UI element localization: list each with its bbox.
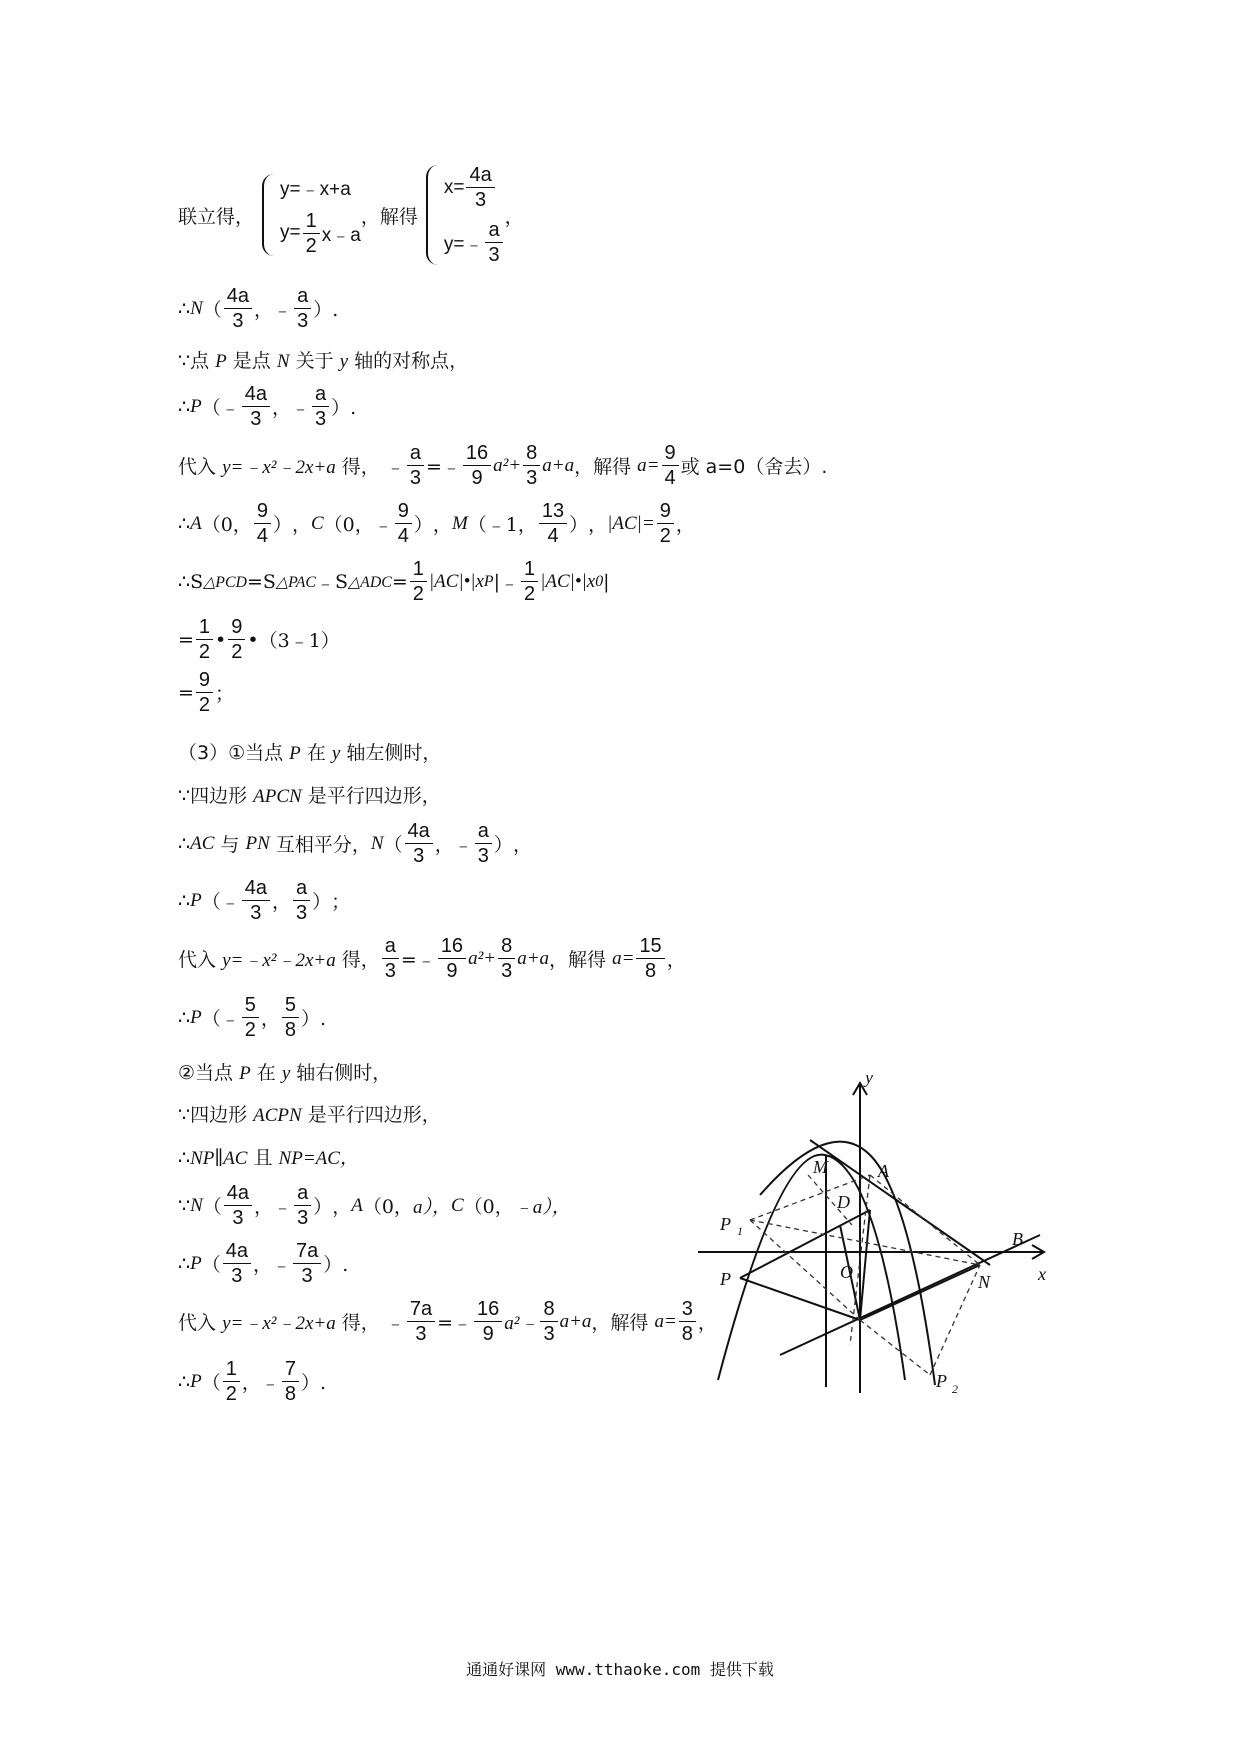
line-case2: ②当点 P 在 y 轴右侧时，	[178, 1062, 392, 1084]
label-P1-sub: 1	[737, 1224, 743, 1238]
label-O: O	[840, 1262, 853, 1282]
line-substitute-1: 代入 y=﹣x²﹣2x+a 得， ﹣ $\frac{a}{3}$ =﹣ $\frac{16}{9}$ a²+ $\frac{8}{3}$ a+a ，解得 a= $\frac{9}{4}$ 或 a=0（舍去）.	[178, 442, 828, 489]
edge-PC	[740, 1278, 860, 1320]
eq-2: y= $\frac{1}{2}$ x﹣a	[280, 209, 361, 257]
line-substitute-2: 代入 y=﹣x²﹣2x+a 得， $\frac{a}{3}$ =﹣ $\frac{16}{9}$ a²+ $\frac{8}{3}$ a+a ，解得 a= $\frac{15}{8}$ ，	[178, 935, 686, 982]
line-area-result: = $\frac{9}{2}$ ；	[178, 669, 235, 716]
line-P-3: ∴ P （ ﹣ $\frac{5}{2}$ ， $\frac{5}{8}$ ）.	[178, 994, 327, 1041]
label-M: M	[813, 1157, 828, 1177]
right-brace	[426, 165, 440, 265]
label-B: B	[1012, 1229, 1023, 1249]
parabola-1	[718, 1155, 905, 1380]
label-P: P	[720, 1269, 731, 1289]
line-points: ∴ A （ 0， $\frac{9}{4}$ ） ， C （ 0， ﹣ $\frac{9}{4}$ ） ， M （ ﹣1， $\frac{13}{4}$ ） ， |AC|= $\frac{9}{2}$ ，	[178, 500, 695, 547]
geometry-figure	[690, 1075, 1070, 1405]
line-part3-case1: （3）①当点 P 在 y 轴左侧时，	[178, 742, 442, 764]
system-2: x= $\frac{4a}{3}$ y=﹣ $\frac{a}{3}$	[444, 160, 505, 270]
line-area-calc: = $\frac{1}{2}$ • $\frac{9}{2}$ • （3﹣1）	[178, 616, 340, 663]
footer-text: 通通好课网 www.tthaoke.com 提供下载	[466, 1660, 774, 1679]
lianli-label: 联立得，	[178, 205, 255, 228]
label-P1: P	[720, 1214, 731, 1234]
line-P-4: ∴ P （ $\frac{4a}{3}$ ，﹣ $\frac{7a}{3}$ ）.	[178, 1240, 349, 1287]
label-P2: P	[936, 1371, 947, 1391]
line-system: 联立得， y=﹣x+a y= $\frac{1}{2}$ x﹣a ，解得 x= $\frac{4a}{3}$ y=﹣ $\frac{a}{3}$ ，	[178, 160, 524, 270]
edge-CN	[860, 1265, 980, 1320]
left-brace	[262, 174, 276, 256]
line-parallelogram-2: ∵四边形 ACPN 是平行四边形，	[178, 1104, 441, 1126]
jiede-label: ，解得	[360, 205, 418, 228]
label-N: N	[978, 1272, 991, 1292]
line-symmetric: ∵点 P 是点 N 关于 y 轴的对称点，	[178, 350, 469, 372]
line-P-5: ∴ P （ $\frac{1}{2}$ ，﹣ $\frac{7}{8}$ ）.	[178, 1358, 327, 1405]
line-coords: ∵ N （ $\frac{4a}{3}$ ，﹣ $\frac{a}{3}$ ） ， A （ 0， a）， C （ 0， ﹣a），	[178, 1182, 571, 1229]
edge-AC	[860, 1210, 870, 1320]
line-bisect: ∴ AC 与 PN 互相平分， N （ $\frac{4a}{3}$ ，﹣ $\frac{a}{3}$ ） ，	[178, 820, 532, 867]
dash-C-P2	[860, 1320, 930, 1375]
label-y: y	[865, 1075, 873, 1087]
label-x: x	[1038, 1264, 1046, 1284]
line-area: ∴S △PCD = S △PAC ﹣ S △ADC = $\frac{1}{2}$ |AC|•|x P | ﹣ $\frac{1}{2}$ |AC|•|x 0 |	[178, 558, 610, 605]
label-D: D	[837, 1192, 850, 1212]
line-parallelogram-1: ∵四边形 APCN 是平行四边形，	[178, 785, 441, 807]
line-P-2: ∴ P （ ﹣ $\frac{4a}{3}$ ， $\frac{a}{3}$ ） ；	[178, 877, 351, 924]
line-substitute-3: 代入 y=﹣x²﹣2x+a 得， ﹣ $\frac{7a}{3}$ =﹣ $\frac{16}{9}$ a²﹣ $\frac{8}{3}$ a+a ，解得 a= $\frac{3}{8}$ ，	[178, 1298, 717, 1345]
system-1	[280, 169, 361, 261]
line-np-ac: ∴NP∥AC 且 NP=AC，	[178, 1147, 359, 1169]
dash-P1-A	[750, 1175, 870, 1220]
label-P2-sub: 2	[952, 1382, 958, 1396]
line-P-1: ∴ P （ ﹣ $\frac{4a}{3}$ ，﹣ $\frac{a}{3}$ ）.	[178, 383, 357, 430]
label-A: A	[878, 1161, 889, 1181]
eq-1: y=﹣x+a	[280, 178, 351, 200]
line-N: ∴ N （ $\frac{4a}{3}$ ，﹣ $\frac{a}{3}$ ）.	[178, 285, 339, 332]
